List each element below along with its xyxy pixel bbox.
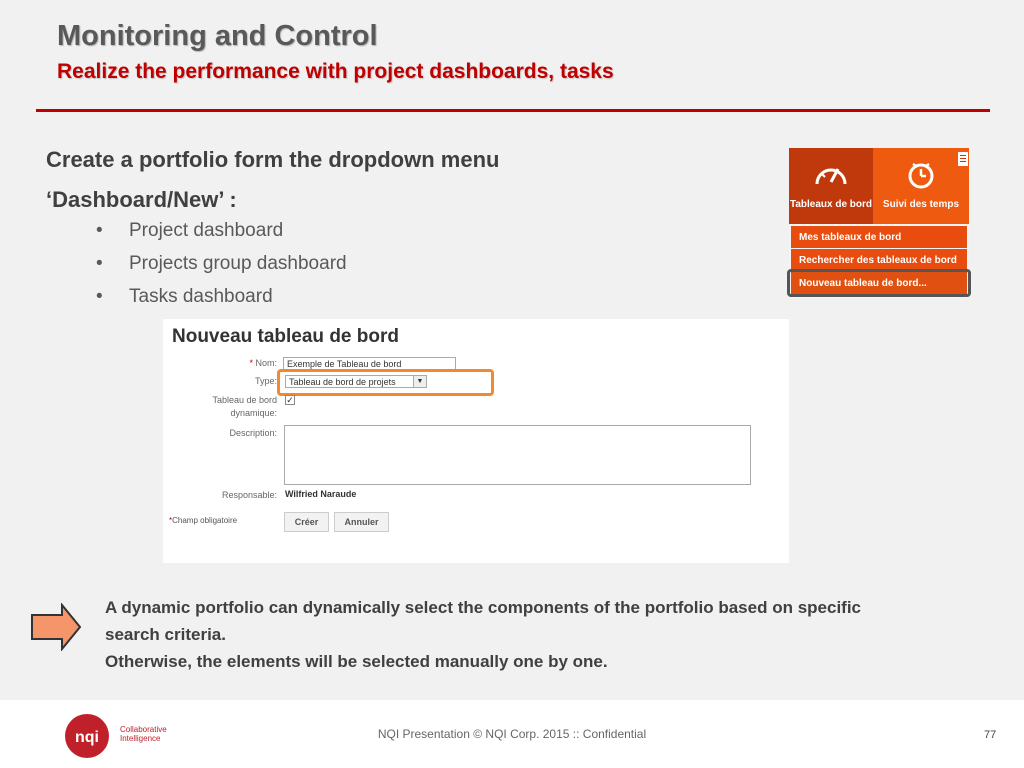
footer-copyright: NQI Presentation © NQI Corp. 2015 :: Confidential: [377, 727, 647, 741]
name-label: * Nom:: [249, 358, 277, 368]
page-number: 77: [984, 729, 997, 741]
bullet-icon: •: [96, 253, 103, 274]
form-title: Nouveau tableau de bord: [172, 326, 399, 347]
slide-subtitle: Realize the performance with project dashboards, tasks: [57, 60, 614, 83]
new-dashboard-form: [163, 319, 789, 563]
list-item: [96, 251, 347, 284]
svg-text:nqi: nqi: [75, 729, 99, 746]
note-line-3: Otherwise, the elements will be selected manually one by one.: [105, 652, 608, 671]
arrow-right-icon: [30, 603, 82, 651]
new-dashboard-highlight: [787, 269, 971, 297]
type-select-highlight: [277, 369, 494, 396]
dynamic-label: Tableau de bord dynamique:: [212, 395, 277, 418]
title-divider: [36, 109, 990, 112]
menu-toggle-icon[interactable]: [958, 152, 968, 166]
menu-tile-label: Suivi des temps: [882, 199, 960, 210]
owner-value: Wilfried Naraude: [285, 489, 357, 499]
required-marker: *: [249, 358, 256, 368]
type-label: Type:: [254, 376, 277, 386]
clock-icon: [906, 160, 936, 190]
description-label: Description:: [229, 428, 277, 438]
dashboard-menu-screenshot: [789, 148, 969, 298]
menu-item-new-dashboard[interactable]: Nouveau tableau de bord...: [791, 272, 967, 294]
menu-tile-label: Tableaux de bord: [789, 199, 873, 210]
menu-tile-dashboards[interactable]: [789, 148, 873, 224]
intro-line-1: Create a portfolio form the dropdown menu: [46, 147, 500, 172]
list-item-label: Projects group dashboard: [129, 253, 347, 274]
name-input[interactable]: Exemple de Tableau de bord: [283, 357, 456, 370]
list-item-label: Project dashboard: [129, 220, 284, 241]
note-line-1: A dynamic portfolio can dynamically select the components of the portfolio based on specific: [105, 598, 862, 617]
bullet-icon: •: [96, 220, 103, 241]
list-item-label: Tasks dashboard: [129, 286, 273, 307]
dynamic-checkbox[interactable]: ✓: [286, 395, 294, 405]
menu-tile-time-tracking[interactable]: [873, 148, 969, 224]
menu-item-search-dashboards[interactable]: Rechercher des tableaux de bord: [791, 249, 967, 271]
required-note: *Champ obligatoire: [169, 516, 238, 525]
intro-line-2: ‘Dashboard/New’ :: [46, 187, 237, 212]
type-select-value: Tableau de bord de projets: [289, 377, 396, 387]
slide-title: Monitoring and Control: [57, 20, 378, 52]
gauge-icon: [813, 160, 849, 188]
owner-label: Responsable:: [221, 490, 277, 500]
dynamic-portfolio-note: [105, 594, 1005, 675]
intro-text: [46, 140, 499, 220]
list-item: [96, 284, 347, 317]
list-item: [96, 218, 347, 251]
logo-tagline: Collaborative Intelligence: [120, 725, 167, 743]
note-line-2: search criteria.: [105, 625, 226, 644]
menu-item-my-dashboards[interactable]: Mes tableaux de bord: [791, 226, 967, 248]
cancel-button[interactable]: Annuler: [334, 512, 389, 532]
chevron-down-icon[interactable]: ▼: [413, 376, 426, 387]
dashboard-type-list: [96, 218, 347, 317]
bullet-icon: •: [96, 286, 103, 307]
create-button[interactable]: Créer: [284, 512, 329, 532]
description-textarea[interactable]: [284, 425, 751, 485]
